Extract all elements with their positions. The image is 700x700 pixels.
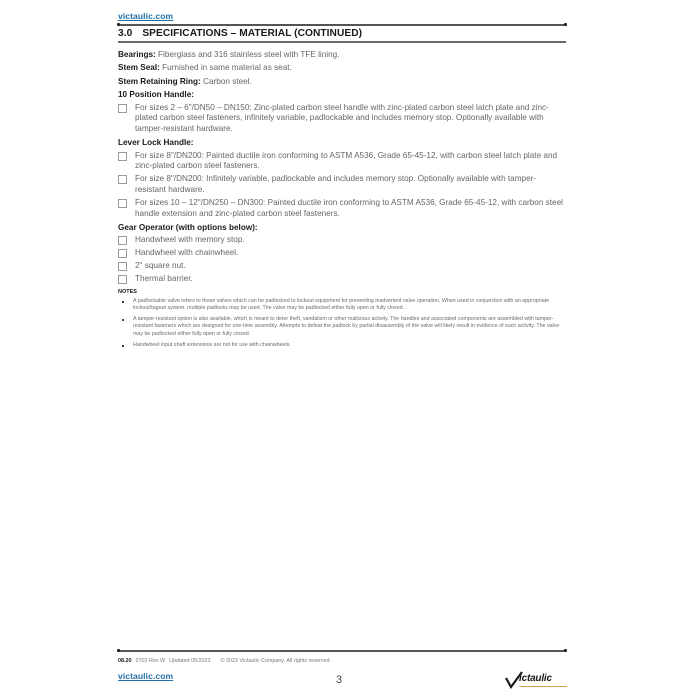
- logo-accent-underline: [519, 686, 567, 687]
- header-site-link[interactable]: victaulic.com: [118, 11, 174, 21]
- option-text: Thermal barrier.: [135, 274, 193, 284]
- spec-stem-seal: [118, 61, 566, 74]
- spec-bearings: [118, 48, 566, 61]
- option-text: For size 8"/DN200: Infinitely variable, padlockable and includes memory stop. Optionally available with tamper-resistant hardware.: [135, 174, 537, 195]
- spec-label: Stem Retaining Ring:: [118, 76, 201, 86]
- gear-operator-heading: Gear Operator (with options below):: [118, 222, 258, 232]
- copyright: © 2023 Victaulic Company. All rights reserved.: [220, 658, 331, 664]
- note-item: A tamper-resistant option is also available, which is meant to deter theft, vandalism or other malicious activity. The handles and associated components are assembled with tamper-resistant fasteners which are designed for one-time assembly. Attempts to defeat the padlock by partial disassembly of the valve will likely result in evidence of such activity. The valve may be padlocked either fully open or fully closed.: [118, 316, 566, 339]
- option-text: For size 8"/DN200: Painted ductile iron conforming to ASTM A536, Grade 65-45-12, with carbon steel latch plate and zinc-plated carbon steel fasteners.: [135, 150, 558, 171]
- lever-lock-option: [118, 173, 566, 196]
- doc-updated: Updated 05/2023: [169, 658, 211, 664]
- gear-operator-option: [118, 234, 566, 246]
- spec-value: Fiberglass and 316 stainless steel with TFE lining.: [155, 50, 340, 59]
- checkbox[interactable]: [118, 175, 127, 184]
- document-page: [118, 0, 566, 700]
- notes-list: [118, 298, 566, 350]
- footer-divider: [118, 650, 566, 652]
- option-text: For sizes 10 – 12"/DN250 – DN300: Painted ductile iron conforming to ASTM A536, Grade 65-45-12, with carbon steel handle extension and zinc-plated carbon steel fasteners.: [135, 198, 563, 218]
- checkbox[interactable]: [118, 104, 127, 113]
- spec-label: Bearings:: [118, 50, 156, 59]
- note-item: Handwheel input shaft extensions are not for use with chainwheels.: [118, 342, 566, 350]
- gear-operator-option: [118, 247, 566, 259]
- checkbox[interactable]: [118, 249, 127, 258]
- gear-operator-option: [118, 260, 566, 272]
- victaulic-logo: [505, 670, 569, 690]
- doc-revision: 2702 Rev W: [135, 658, 166, 664]
- footer-site-link[interactable]: victaulic.com: [118, 671, 174, 681]
- section-title-text: SPECIFICATIONS – MATERIAL (CONTINUED): [142, 28, 363, 39]
- doc-code: 08.20: [118, 658, 132, 664]
- option-text: For sizes 2 – 6"/DN50 – DN150: Zinc-plated carbon steel handle with zinc-plated carbon steel latch plate and zinc-plated carbon steel fasteners, infinitely variable, padlockable and includes memory stop. Optionally available with tamper-resistant hardware.: [135, 102, 549, 134]
- position-handle-heading: 10 Position Handle:: [118, 90, 194, 100]
- spec-body: [118, 48, 566, 352]
- checkbox[interactable]: [118, 275, 127, 284]
- option-text: 2" square nut.: [135, 261, 186, 271]
- option-text: Handwheel with memory stop.: [135, 235, 245, 245]
- lever-lock-handle-heading: Lever Lock Handle:: [118, 138, 194, 148]
- checkbox[interactable]: [118, 236, 127, 245]
- checkbox[interactable]: [118, 262, 127, 271]
- note-item: A padlockable valve refers to those valves which can be padlocked to lockout equipment for preventing inadvertent valve operation. When used in conjunction with an appropriate lockout/tagout system, multiple padlocks may be used. The valve may be padlocked either fully open or fully closed.: [118, 298, 566, 313]
- position-handle-option: [118, 102, 566, 135]
- spec-stem-retaining-ring: [118, 75, 566, 88]
- checkbox[interactable]: [118, 199, 127, 208]
- checkbox[interactable]: [118, 152, 127, 161]
- spec-value: Furnished in same material as seat.: [159, 63, 292, 73]
- section-title-underline: [118, 41, 566, 43]
- page-number: 3: [336, 674, 343, 686]
- lever-lock-option: [118, 197, 566, 220]
- header-divider: [118, 24, 566, 26]
- notes-section: [118, 289, 566, 349]
- section-title: [118, 28, 362, 39]
- notes-title: NOTES: [118, 289, 137, 296]
- lever-lock-option: [118, 150, 566, 173]
- spec-label: Stem Seal:: [118, 63, 160, 73]
- gear-operator-option: [118, 273, 566, 285]
- footer-meta: [118, 658, 331, 664]
- section-number: 3.0: [118, 28, 133, 39]
- spec-value: Carbon steel.: [200, 76, 252, 86]
- logo-wordmark: ictaulic: [519, 673, 552, 684]
- option-text: Handwheel with chainwheel.: [135, 248, 239, 258]
